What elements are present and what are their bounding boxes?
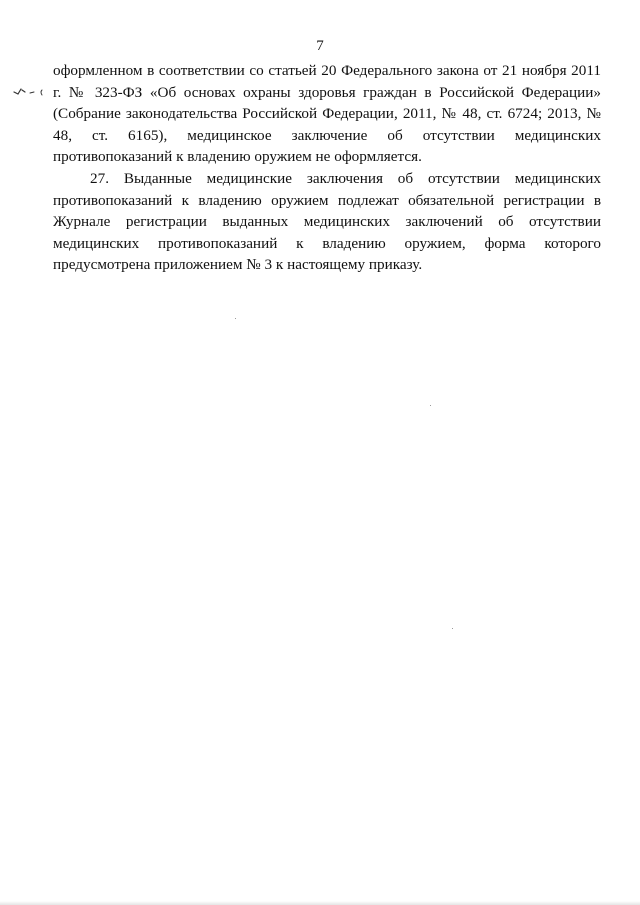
scan-speck (452, 628, 453, 629)
page-number: 7 (316, 38, 324, 54)
scan-speck (235, 318, 236, 319)
paragraph-continuation: оформленном в соответствии со статьей 20 Федерального закона от 21 ноября 2011 г. № 323-ФЗ «Об основах охраны здоровья граждан в Российской Федерации» (Собрание законодательства Российской Федерации, 2011, № 48, ст. 6724; 2013, № 48, ст. 6165), медицинское заключение об отсутствии медицинских противопоказаний к владению оружием не оформляется. (53, 62, 601, 166)
paragraph-item-27: 27. Выданные медицинские заключения об отсутствии медицинских противопоказаний к владению оружием подлежат обязательной регистрации в Журнале регистрации выданных медицинских заключений об отсутствии медицинских противопоказаний к владению оружием, форма которого предусмотрена приложением № 3 к настоящему приказу. (53, 169, 601, 274)
document-body (53, 60, 601, 276)
page-bottom-edge (0, 901, 640, 905)
scan-speck (430, 405, 431, 406)
handwritten-check-mark-icon (12, 83, 58, 99)
